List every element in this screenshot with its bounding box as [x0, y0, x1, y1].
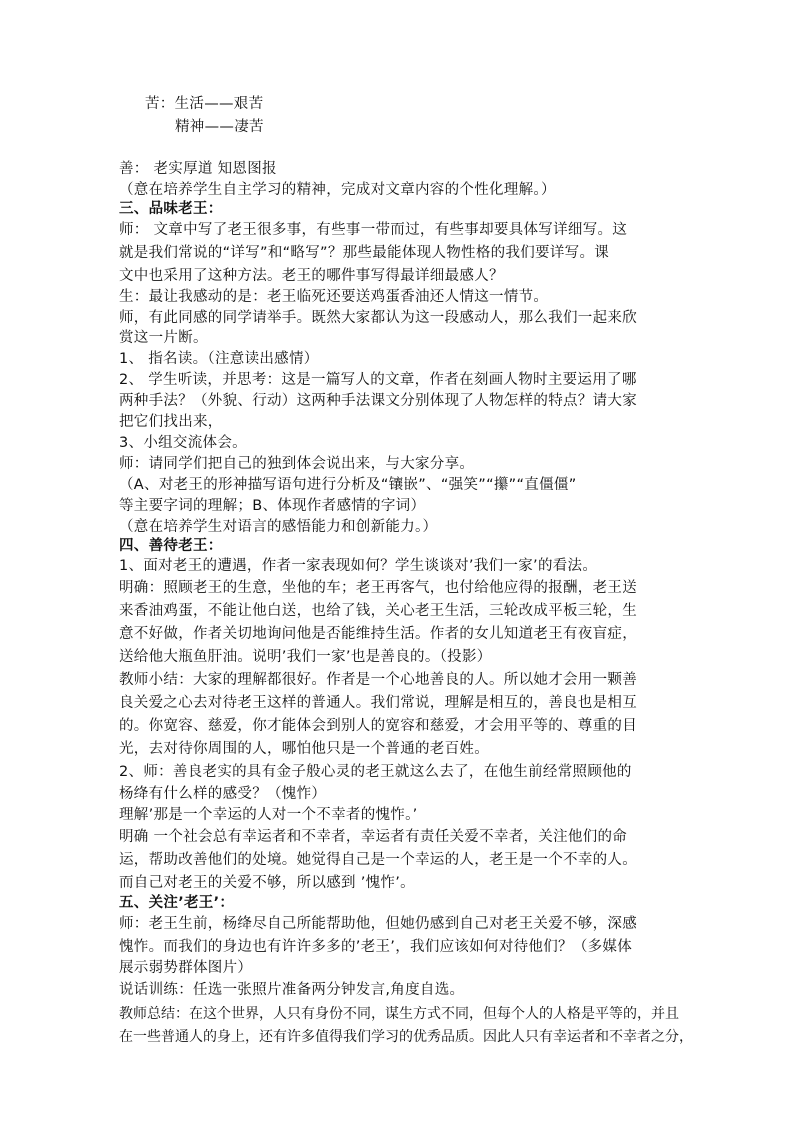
section-heading: 五、关注’老王’：	[119, 895, 235, 911]
text-line: （A、对老王的形神描写语句进行分析及“镶嵌”、“强笑”“攥”“直僵僵”	[119, 477, 577, 493]
text-line: 良关爱之心去对待老王这样的普通人。我们常说，理解是相互的，善良也是相互	[119, 695, 637, 711]
text-line: 杨绛有什么样的感受？（愧怍）	[119, 786, 327, 802]
section-heading: 四、善待老王：	[119, 538, 223, 554]
text-line: 运，帮助改善他们的处境。她觉得自己是一个幸运的人，老王是一个不幸的人。	[119, 852, 637, 868]
text-line: （意在培养学生自主学习的精神，完成对文章内容的个性化理解。）	[119, 182, 556, 198]
text-line: 明确 一个社会总有幸运者和不幸者，幸运者有责任关爱不幸者，关注他们的命	[119, 829, 628, 845]
text-line: 生：最让我感动的是：老王临死还要送鸡蛋香油还人情这一情节。	[119, 289, 549, 305]
text-line: 光，去对待你周围的人，哪怕他只是一个普通的老百姓。	[119, 741, 489, 757]
text-line: 意不好做，作者关切地询问他是否能维持生活。作者的女儿知道老王有夜盲症，	[119, 626, 637, 642]
section-heading: 三、品味老王：	[119, 201, 223, 217]
text-line: 教师总结：在这个世界，人只有身份不同，谋生方式不同，但每个人的人格是平等的，并且	[119, 1006, 679, 1022]
text-line: 苦：生活——艰苦	[145, 96, 264, 112]
text-line: 理解’那是一个幸运的人对一个不幸者的愧怍。’	[119, 807, 418, 823]
text-line: 在一些普通人的身上，还有许多值得我们学习的优秀品质。因此人只有幸运者和不幸者之分，	[119, 1029, 693, 1045]
text-line: 2、 学生听读，并思考：这是一篇写人的文章，作者在刻画人物时主要运用了哪	[119, 372, 637, 388]
text-line: 愧怍。而我们的身边也有许许多多的’老王’，我们应该如何对待他们？（多媒体	[119, 939, 633, 955]
text-line: 2、师：善良老实的具有金子般心灵的老王就这么去了，在他生前经常照顾他的	[119, 764, 632, 780]
text-line: 就是我们常说的“详写”和“略写”？那些最能体现人物性格的我们要详写。课	[119, 245, 610, 261]
text-line: 说话训练：任选一张照片准备两分钟发言,角度自选。	[119, 982, 465, 998]
text-line: 师：请同学们把自己的独到体会说出来，与大家分享。	[119, 456, 475, 472]
text-line: 文中也采用了这种方法。老王的哪件事写得最详细最感人？	[119, 268, 504, 284]
text-line: 把它们找出来，	[119, 414, 223, 430]
text-line: 师：老王生前，杨绛尽自己所能帮助他，但她仍感到自己对老王关爱不够，深感	[119, 916, 637, 932]
text-line: 1、 指名读。（注意读出感情）	[119, 351, 319, 367]
text-line: 两种手法？（外貌、行动）这两种手法课文分别体现了人物怎样的特点？请大家	[119, 393, 637, 409]
text-line: 明确：照顾老王的生意，坐他的车；老王再客气，也付给他应得的报酬，老王送	[119, 580, 637, 596]
text-line: 善： 老实厚道 知恩图报	[119, 161, 277, 177]
text-line: 赏这一片断。	[119, 330, 208, 346]
text-line: 来香油鸡蛋，不能让他白送，也给了钱，关心老王生活，三轮改成平板三轮，生	[119, 603, 637, 619]
text-line: 师，有此同感的同学请举手。既然大家都认为这一段感动人，那么我们一起来欣	[119, 310, 637, 326]
text-line: 送给他大瓶鱼肝油。说明’我们一家’也是善良的。（投影）	[119, 649, 492, 665]
text-line: 3、小组交流体会。	[119, 435, 247, 451]
text-line: （意在培养学生对语言的感悟能力和创新能力。）	[119, 519, 438, 535]
text-line: 1、面对老王的遭遇，作者一家表现如何？学生谈谈对’我们一家’的看法。	[119, 558, 598, 574]
text-line: 等主要字词的理解；B、体现作者感情的字词）	[119, 498, 426, 514]
text-line: 师： 文章中写了老王很多事，有些事一带而过，有些事却要具体写详细写。这	[119, 222, 628, 238]
text-line: 展示弱势群体图片）	[119, 960, 253, 976]
text-line: 而自己对老王的关爱不够，所以感到 ’愧怍’。	[119, 875, 415, 891]
text-line: 的。你宽容、慈爱，你才能体会到别人的宽容和慈爱，才会用平等的、尊重的目	[119, 718, 637, 734]
text-line: 教师小结：大家的理解都很好。作者是一个心地善良的人。所以她才会用一颗善	[119, 672, 637, 688]
text-line: 精神——凄苦	[175, 119, 264, 135]
